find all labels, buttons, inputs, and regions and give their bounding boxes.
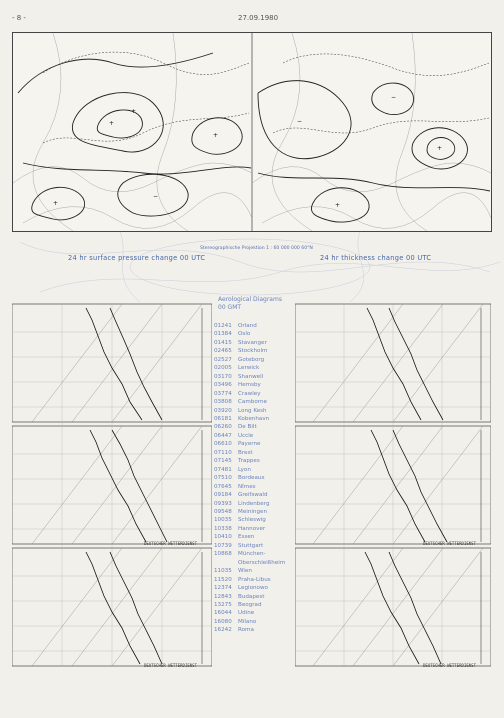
station-id: 06260 (214, 424, 232, 431)
station-item (214, 584, 298, 592)
station-item (214, 508, 298, 516)
station-name: Bordeaux (238, 475, 265, 482)
station-item (214, 491, 298, 499)
svg-text:+: + (109, 120, 115, 127)
svg-text:+: + (213, 132, 219, 139)
station-name: Milano (238, 618, 257, 625)
projection-note: Stereographische Projektion 1 : 60 000 000 60°N (200, 246, 313, 251)
station-id: 16080 (214, 618, 232, 625)
page-number: - 8 - (12, 14, 26, 22)
station-item (214, 500, 298, 508)
station-id: 07110 (214, 449, 232, 456)
station-name: Stuttgart (238, 542, 264, 549)
station-id: 10338 (214, 525, 232, 532)
svg-text:−: − (153, 193, 159, 200)
svg-text:+: + (53, 200, 59, 207)
station-item (214, 474, 298, 482)
station-name: Lindenberg (238, 500, 270, 507)
station-item (214, 626, 298, 634)
svg-text:−: − (391, 94, 397, 101)
svg-text:+: + (131, 108, 137, 115)
station-name: De Bilt (238, 424, 257, 431)
station-name: Beograd (238, 601, 262, 608)
aerological-diagrams-left (12, 302, 212, 692)
diagram-panel-label: DEUTSCHER WETTERDIENST (423, 541, 476, 546)
station-item (214, 407, 298, 415)
station-name: Schleswig (238, 517, 266, 524)
station-id: 07645 (214, 483, 232, 490)
station-id: 02465 (214, 348, 232, 355)
station-item (214, 466, 298, 474)
station-id: 12374 (214, 585, 232, 592)
station-name: Oslo (238, 331, 251, 338)
station-item (214, 618, 298, 626)
station-list (214, 322, 298, 635)
station-id: 06610 (214, 441, 232, 448)
station-item (214, 415, 298, 423)
station-item (214, 364, 298, 372)
station-name: Goteborg (238, 356, 265, 363)
station-item (214, 339, 298, 347)
station-name: Payerne (238, 441, 261, 448)
station-item (214, 567, 298, 575)
station-item (214, 559, 298, 567)
station-item (214, 576, 298, 584)
background-map-overlay (0, 232, 504, 302)
station-item (214, 432, 298, 440)
station-name: Stockholm (238, 348, 268, 355)
station-item (214, 449, 298, 457)
station-id: 10035 (214, 517, 232, 524)
station-item (214, 440, 298, 448)
station-id: 01241 (214, 323, 232, 329)
station-name: Trappes (238, 458, 260, 465)
diagram-stack-left (12, 302, 212, 692)
station-id: 09184 (214, 492, 232, 499)
station-name: Hannover (238, 525, 266, 532)
station-name: Nîmes (238, 483, 256, 490)
station-id: 02005 (214, 365, 232, 372)
station-id: 03808 (214, 399, 232, 406)
station-id: 07481 (214, 466, 232, 473)
station-id: 09393 (214, 500, 232, 507)
station-id: 16044 (214, 610, 232, 617)
station-item (214, 347, 298, 355)
station-item (214, 423, 298, 431)
station-name: Orland (238, 323, 257, 329)
station-item (214, 601, 298, 609)
station-name: Hemsby (238, 382, 261, 389)
station-id: 03170 (214, 373, 232, 380)
station-name: Lyon (238, 466, 251, 473)
aerological-diagrams-right (295, 302, 491, 692)
station-item (214, 457, 298, 465)
map-drawing (13, 33, 491, 231)
station-item (214, 542, 298, 550)
station-item (214, 550, 298, 558)
station-id: 06447 (214, 432, 232, 439)
station-name: Essen (238, 534, 255, 541)
station-id: 07510 (214, 475, 232, 482)
station-item (214, 330, 298, 338)
station-name: Long Kesh (238, 407, 267, 414)
station-item (214, 381, 298, 389)
station-id: 09548 (214, 508, 232, 515)
station-item (214, 483, 298, 491)
diagrams-time: 00 GMT (218, 304, 242, 311)
station-item (214, 322, 298, 330)
svg-text:−: − (297, 118, 303, 125)
station-name: Greifswald (238, 492, 268, 499)
pressure-thickness-maps (12, 32, 492, 232)
station-id: 06181 (214, 415, 232, 422)
station-id: 10739 (214, 542, 232, 549)
station-id: 11035 (214, 568, 232, 575)
station-id: 10410 (214, 534, 232, 541)
diagram-panel-label: DEUTSCHER WETTERDIENST (423, 663, 476, 668)
station-id: 11520 (214, 576, 232, 583)
station-id: 01415 (214, 339, 232, 346)
svg-text:+: + (437, 145, 443, 152)
station-name: Stavanger (238, 339, 267, 346)
station-list-panel (214, 296, 298, 635)
station-item (214, 398, 298, 406)
station-name: Oberschleißheim (238, 559, 286, 566)
station-item (214, 356, 298, 364)
station-name: Kobenhavn (238, 415, 270, 422)
diagram-stack-right (295, 302, 491, 692)
station-name: München- (238, 551, 266, 558)
station-id: 13275 (214, 601, 232, 608)
thickness-change-caption: 24 hr thickness change 00 UTC (320, 254, 432, 262)
station-id: 03774 (214, 390, 232, 397)
station-name: Meiningen (238, 508, 268, 515)
station-item (214, 609, 298, 617)
station-id: 10868 (214, 551, 232, 558)
station-item (214, 525, 298, 533)
station-name: Lerwick (238, 365, 260, 372)
station-id: 01384 (214, 331, 232, 338)
station-id: 03496 (214, 382, 232, 389)
station-item (214, 390, 298, 398)
station-id (214, 559, 238, 567)
station-item (214, 516, 298, 524)
station-name: Crawley (238, 390, 261, 397)
station-id: 16242 (214, 627, 232, 634)
station-name: Camborne (238, 399, 267, 406)
station-name: Legionowo (238, 585, 268, 592)
station-item (214, 373, 298, 381)
station-name: Uccle (238, 432, 254, 439)
station-name: Budapest (238, 593, 265, 600)
station-id: 03920 (214, 407, 232, 414)
station-item (214, 593, 298, 601)
station-name: Udine (238, 610, 255, 617)
diagrams-title: Aerological Diagrams (218, 296, 282, 303)
station-id: 07145 (214, 458, 232, 465)
svg-text:+: + (335, 202, 341, 209)
diagram-panel-label: DEUTSCHER WETTERDIENST (144, 541, 197, 546)
station-item (214, 533, 298, 541)
station-name: Roma (238, 627, 254, 634)
station-name: Praha-Libus (238, 576, 271, 583)
station-name: Brest (238, 449, 253, 456)
diagram-panel-label: DEUTSCHER WETTERDIENST (144, 663, 197, 668)
station-id: 02527 (214, 356, 232, 363)
station-name: Wien (238, 568, 252, 575)
pressure-change-caption: 24 hr surface pressure change 00 UTC (68, 254, 206, 262)
station-name: Shanwell (238, 373, 264, 380)
page-date: 27.09.1980 (238, 14, 279, 22)
station-id: 12843 (214, 593, 232, 600)
